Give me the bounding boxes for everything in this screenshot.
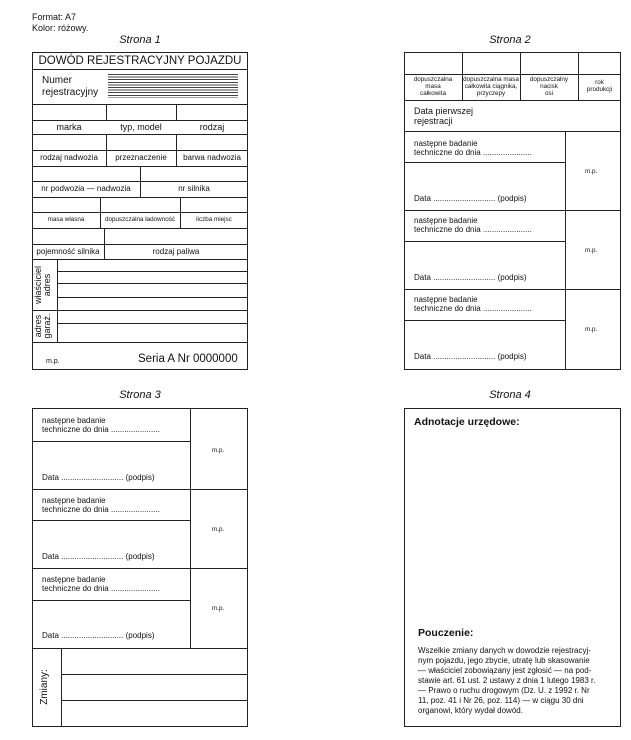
color-label: Kolor: różowy.: [32, 23, 89, 33]
inspection-6-date: Data ............................ (podpis): [42, 631, 155, 640]
chassis-number-label: nr podwozia — nadwozia: [41, 184, 131, 193]
seats-label: liczba miejsc: [196, 216, 232, 223]
instruction-line-7: organowi, który wydał dowód.: [418, 706, 523, 715]
inspection-6-stamp: m.p.: [212, 605, 225, 612]
inspection-1-date: Data ............................ (podpis): [414, 194, 527, 203]
inspection-3-stamp: m.p.: [585, 326, 598, 333]
inspection-3-date: Data ............................ (podpis): [414, 352, 527, 361]
page-1-title: Strona 1: [119, 34, 161, 46]
inspection-5-stamp: m.p.: [212, 526, 225, 533]
registration-number-label: Numer: [42, 75, 73, 86]
page-3-title: Strona 3: [119, 389, 161, 401]
registration-number-label-2: rejestracyjny: [42, 87, 99, 98]
inspection-5-label: następne badanie techniczne do dnia ......................: [42, 496, 160, 515]
fuel-type-label: rodzaj paliwa: [152, 247, 200, 256]
document-title: DOWÓD REJESTRACYJNY POJAZDU: [38, 55, 242, 67]
body-color-label: barwa nadwozia: [183, 153, 241, 162]
inspection-6-label: następne badanie techniczne do dnia ......................: [42, 575, 160, 594]
kind-label: rodzaj: [199, 122, 225, 132]
page-4-title: Strona 4: [489, 389, 531, 401]
owner-address-label: właściciel adres: [33, 266, 53, 305]
production-year-header: rok produkcji: [586, 79, 613, 94]
instruction-line-1: Wszelkie zmiany danych w dowodzie rejestracyj-: [418, 646, 591, 655]
official-annotations-heading: Adnotacje urzędowe:: [414, 416, 520, 428]
inspection-1-label: następne badanie techniczne do dnia ......................: [414, 139, 532, 158]
type-model-label: typ, model: [120, 122, 162, 132]
purpose-label: przeznaczenie: [115, 153, 167, 162]
inspection-5-date: Data ............................ (podpis): [42, 552, 155, 561]
instruction-line-5: — Prawo o ruchu drogowym (Dz. U. z 1992 r. Nr: [418, 686, 590, 695]
max-total-mass-header: dopuszczalna masa całkowita: [413, 76, 453, 98]
payload-label: dopuszczalna ładowność: [104, 216, 175, 223]
instruction-line-3: — właściciel zobowiązany jest zgłosić — na pod-: [418, 666, 592, 675]
first-registration-label: Data pierwszej rejestracji: [414, 106, 474, 127]
inspection-4-date: Data ............................ (podpis): [42, 473, 155, 482]
engine-number-label: nr silnika: [178, 184, 210, 193]
instruction-line-6: 11, poz. 41 i Nr 26, poz. 114) — w ciągu 30 dni: [418, 696, 584, 705]
registration-number-field: [108, 74, 238, 98]
garage-address-label: adres garaż.: [33, 313, 53, 339]
own-mass-label: masa własna: [47, 216, 85, 223]
instruction-line-4: stawie art. 61 ust. 2 ustawy z dnia 1 lutego 1983 r.: [418, 676, 596, 685]
inspection-2-stamp: m.p.: [585, 247, 598, 254]
max-tractor-mass-header: dopuszczalna masa całkowita ciągnika, przyczepy: [463, 76, 519, 98]
changes-label: Zmiany:: [39, 669, 50, 705]
instruction-line-2: nym pojazdu, jego zbycie, utratę lub skasowanie: [418, 656, 590, 665]
make-label: marka: [56, 122, 82, 132]
inspection-2-date: Data ............................ (podpis): [414, 273, 527, 282]
inspection-4-stamp: m.p.: [212, 447, 225, 454]
inspection-3-label: następne badanie techniczne do dnia ......................: [414, 295, 532, 314]
body-type-label: rodzaj nadwozia: [40, 153, 98, 162]
inspection-2-label: następne badanie techniczne do dnia ......................: [414, 216, 532, 235]
engine-capacity-label: pojemność silnika: [36, 247, 100, 256]
inspection-4-label: następne badanie techniczne do dnia ......................: [42, 416, 160, 435]
page-2-title: Strona 2: [489, 34, 531, 46]
stamp-label: m.p.: [46, 358, 60, 365]
inspection-1-stamp: m.p.: [585, 168, 598, 175]
axle-load-header: dopuszczalny nacisk osi: [529, 76, 569, 98]
series-number: Seria A Nr 0000000: [138, 353, 238, 365]
instruction-heading: Pouczenie:: [418, 627, 474, 639]
format-label: Format: A7: [32, 12, 77, 22]
